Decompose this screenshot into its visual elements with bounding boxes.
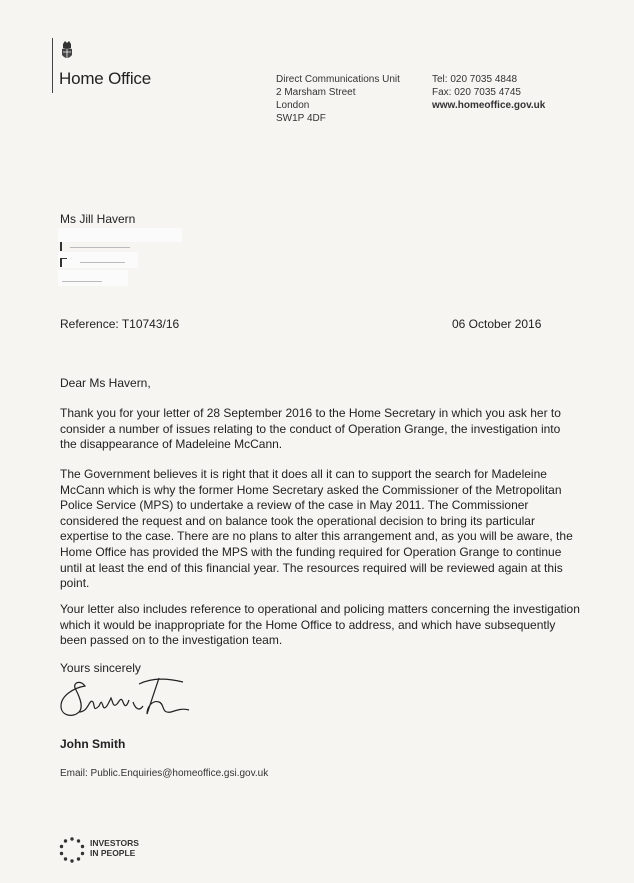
address-line: SW1P 4DF — [276, 113, 326, 124]
investors-in-people-logo-icon — [58, 836, 86, 864]
salutation: Dear Ms Havern, — [60, 376, 151, 390]
iip-line: IN PEOPLE — [90, 848, 136, 858]
sender-contact — [432, 73, 545, 112]
home-office-logo-text: Home Office — [59, 69, 151, 88]
letter-date: 06 October 2016 — [452, 317, 542, 331]
royal-crest-icon — [60, 40, 74, 62]
contact-email: Email: Public.Enquiries@homeoffice.gsi.gov.uk — [60, 768, 269, 779]
address-line: London — [276, 100, 310, 111]
address-line: 2 Marsham Street — [276, 87, 356, 98]
body-paragraph: Thank you for your letter of 28 September 2016 to the Home Secretary in which you ask her to consider a number of issues relating to the conduct of Operation Grange, the investigation into the disappearance of Madeleine McCann. — [60, 406, 561, 452]
handwritten-signature — [55, 672, 205, 732]
body-paragraph: Your letter also includes reference to operational and policing matters concerning the investigation which it would be inappropriate for the Home Office to address, and which have subsequently been passed on to the investigation team. — [60, 602, 580, 648]
address-line: Direct Communications Unit — [276, 74, 400, 85]
recipient-name: Ms Jill Havern — [60, 212, 136, 226]
sender-address — [276, 73, 400, 125]
fax: Fax: 020 7035 4745 — [432, 87, 521, 98]
website: www.homeoffice.gov.uk — [432, 100, 546, 111]
letterhead-divider — [52, 38, 53, 93]
signer-name: John Smith — [60, 737, 126, 751]
telephone: Tel: 020 7035 4848 — [432, 74, 518, 85]
reference-number: Reference: T10743/16 — [60, 317, 180, 331]
closing: Yours sincerely — [60, 661, 141, 675]
investors-in-people-text — [90, 838, 139, 858]
iip-line: INVESTORS — [90, 838, 139, 848]
body-paragraph: The Government believes it is right that it does all it can to support the search for Madeleine McCann which is why the former Home Secretary asked the Commissioner of the Metropolitan Police Service (MPS) to undertake a review of the case in May 2011. The Commissioner considered the request and on balance took the operational decision to bring its particular expertise to the case. There are no plans to alter this arrangement and, as you will be aware, the Home Office has provided the MPS with the funding required for Operation Grange to continue until at least the end of this financial year. The resources required will be reviewed again at this point. — [60, 467, 573, 591]
